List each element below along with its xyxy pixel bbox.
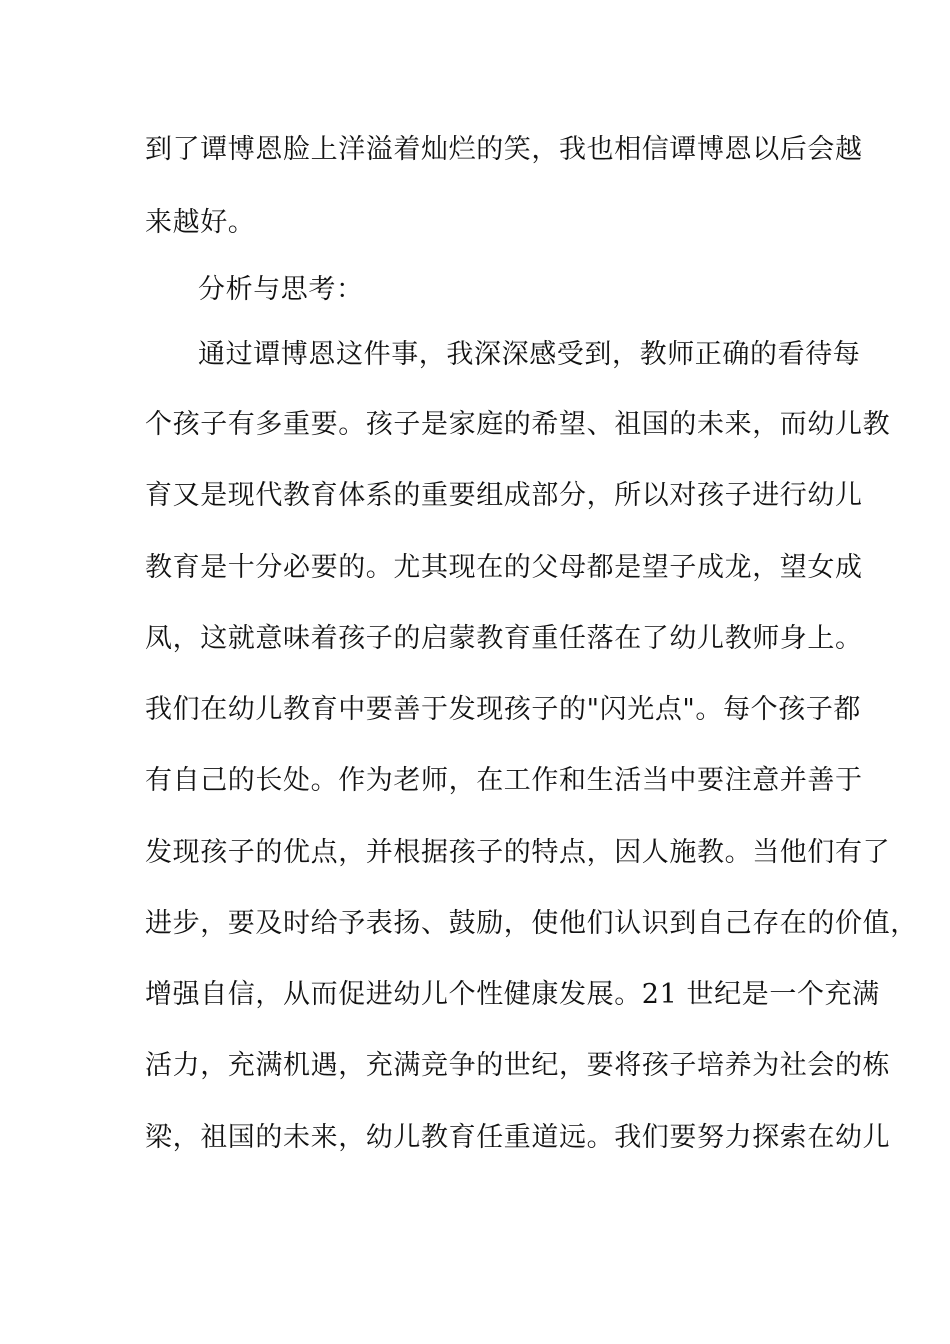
text-line-12: 进步，要及时给予表扬、鼓励，使他们认识到自己存在的价值， <box>145 908 918 939</box>
text-line-8: 凤，这就意味着孩子的启蒙教育重任落在了幼儿教师身上。 <box>145 623 863 654</box>
text-line-11: 发现孩子的优点，并根据孩子的特点，因人施教。当他们有了 <box>145 837 891 868</box>
text-line-7: 教育是十分必要的。尤其现在的父母都是望子成龙，望女成 <box>145 552 863 583</box>
section-heading: 分析与思考： <box>198 274 364 305</box>
text-line-1: 到了谭博恩脸上洋溢着灿烂的笑，我也相信谭博恩以后会越 <box>145 134 863 165</box>
text-line-13: 增强自信，从而促进幼儿个性健康发展。21 世纪是一个充满 <box>145 979 880 1010</box>
text-line-5: 个孩子有多重要。孩子是家庭的希望、祖国的未来，而幼儿教 <box>145 409 891 440</box>
text-line-10: 有自己的长处。作为老师，在工作和生活当中要注意并善于 <box>145 765 863 796</box>
text-line-9: 我们在幼儿教育中要善于发现孩子的"闪光点"。每个孩子都 <box>145 694 862 725</box>
text-line-2: 来越好。 <box>145 207 256 238</box>
text-line-15: 梁，祖国的未来，幼儿教育任重道远。我们要努力探索在幼儿 <box>145 1122 891 1153</box>
text-line-6: 育又是现代教育体系的重要组成部分，所以对孩子进行幼儿 <box>145 480 863 511</box>
text-line-14: 活力，充满机遇，充满竞争的世纪，要将孩子培养为社会的栋 <box>145 1050 891 1081</box>
text-line-4: 通过谭博恩这件事，我深深感受到，教师正确的看待每 <box>198 339 861 370</box>
